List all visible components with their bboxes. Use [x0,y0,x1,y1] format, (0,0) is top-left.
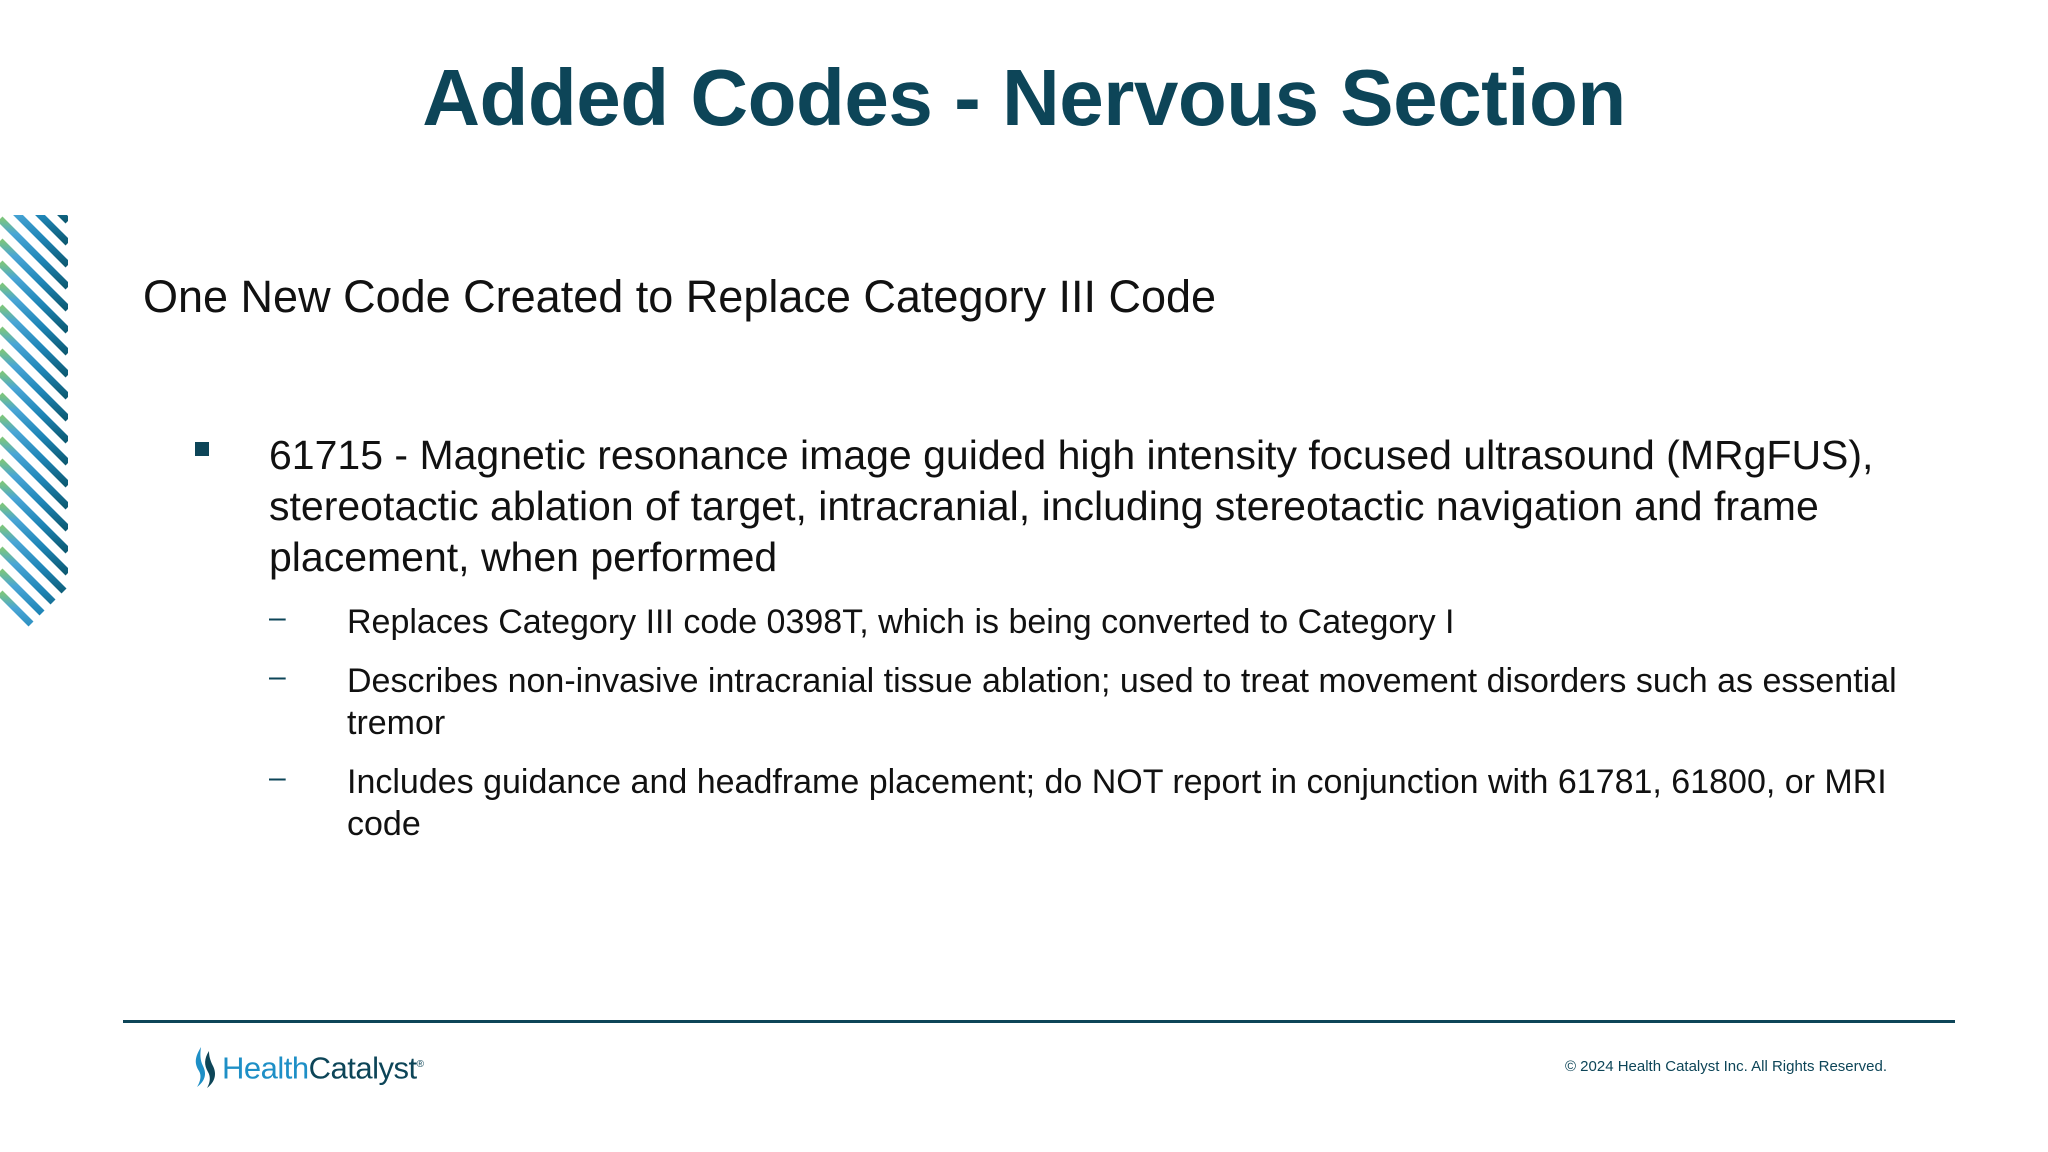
logo-wordmark: HealthCatalyst® [222,1050,424,1086]
sub-bullet [269,601,1915,643]
slide-title: Added Codes - Nervous Section [422,53,1626,142]
sub-bullet-text: Includes guidance and headframe placement; do NOT report in conjunction with 61781, 61800, or MRI code [347,763,1887,843]
health-catalyst-logo [192,1045,423,1089]
bullet-list [195,430,1915,862]
main-bullet [195,430,1915,583]
main-bullet-text: 61715 - Magnetic resonance image guided high intensity focused ultrasound (MRgFUS), stereotactic ablation of target, intracranial, including stereotactic navigation and frame placement, when performed [269,432,1874,580]
dash-bullet-icon: – [269,660,286,693]
copyright-text: © 2024 Health Catalyst Inc. All Rights Reserved. [1564,1058,1887,1075]
flame-icon [192,1045,218,1089]
sub-bullet-text: Replaces Category III code 0398T, which is being converted to Category I [347,603,1455,641]
footer-divider [123,1020,1955,1023]
square-bullet-icon [195,442,209,456]
dash-bullet-icon: – [269,601,286,634]
decorative-stripes [0,215,68,655]
sub-bullet-list [269,601,1915,845]
sub-bullet [269,761,1915,845]
sub-bullet [269,660,1915,744]
slide-subtitle: One New Code Created to Replace Category III Code [143,271,1217,322]
sub-bullet-text: Describes non-invasive intracranial tissue ablation; used to treat movement disorders such as essential tremor [347,662,1897,742]
dash-bullet-icon: – [269,761,286,794]
